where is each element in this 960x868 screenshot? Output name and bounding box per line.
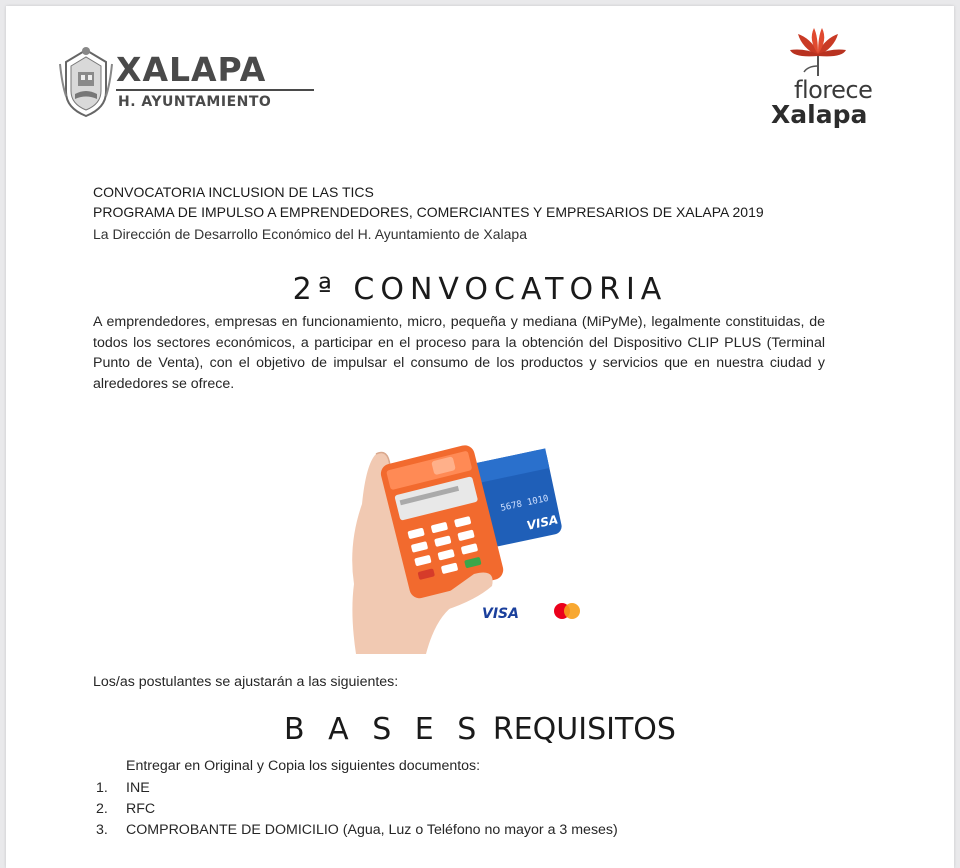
postulantes-text: Los/as postulantes se ajustarán a las siguientes: <box>93 674 399 690</box>
list-item-number: 3. <box>96 822 108 838</box>
list-item-text: COMPROBANTE DE DOMICILIO (Agua, Luz o Teléfono no mayor a 3 meses) <box>126 822 618 838</box>
requisitos-word: REQUISITOS <box>492 712 676 747</box>
program-title: PROGRAMA DE IMPULSO A EMPRENDEDORES, COMERCIANTES Y EMPRESARIOS DE XALAPA 2019 <box>93 204 764 220</box>
bases-title <box>6 712 954 747</box>
florece-text: florece <box>794 76 873 104</box>
xalapa-wordmark: XALAPA <box>116 50 267 89</box>
mastercard-icon <box>554 603 580 619</box>
list-item <box>96 799 618 820</box>
flower-icon <box>788 26 848 78</box>
intro-paragraph: A emprendedores, empresas en funcionamiento, micro, pequeña y mediana (MiPyMe), legalmente constituidas, de todos los sectores económicos, a participar en el proceso para la obtención del Dispositivo CLIP PLUS (Terminal Punto de Venta), con el objetivo de impulsar el consumo de los productos y servicios que en nuestra ciudad y alrededores se ofrece. <box>93 314 825 392</box>
card-number: 5678 1010 <box>499 493 550 514</box>
xalapa-text: Xalapa <box>771 100 868 129</box>
requirements-list <box>96 778 618 841</box>
card-brand: VISA <box>525 512 560 533</box>
list-item-text: RFC <box>126 801 156 817</box>
page-title: 2ª CONVOCATORIA <box>292 272 668 307</box>
list-item-text: INE <box>126 780 150 796</box>
ayuntamiento-logo <box>58 42 298 122</box>
logo-rule <box>116 89 314 91</box>
ayuntamiento-label: H. AYUNTAMIENTO <box>118 94 272 110</box>
issuer-line: La Dirección de Desarrollo Económico del H. Ayuntamiento de Xalapa <box>93 226 527 242</box>
florece-xalapa-logo <box>764 26 894 136</box>
bases-word: B A S E S <box>284 712 484 747</box>
list-item <box>96 820 618 841</box>
clip-terminal-illustration <box>336 434 606 654</box>
visa-badge: VISA <box>482 606 519 622</box>
list-item-number: 1. <box>96 780 108 796</box>
convocatoria-subject: CONVOCATORIA INCLUSION DE LAS TICS <box>93 184 374 200</box>
entregar-instruction: Entregar en Original y Copia los siguientes documentos: <box>126 758 481 774</box>
coat-of-arms-icon <box>58 44 114 118</box>
list-item-number: 2. <box>96 801 108 817</box>
document-page <box>6 6 954 868</box>
list-item <box>96 778 618 799</box>
